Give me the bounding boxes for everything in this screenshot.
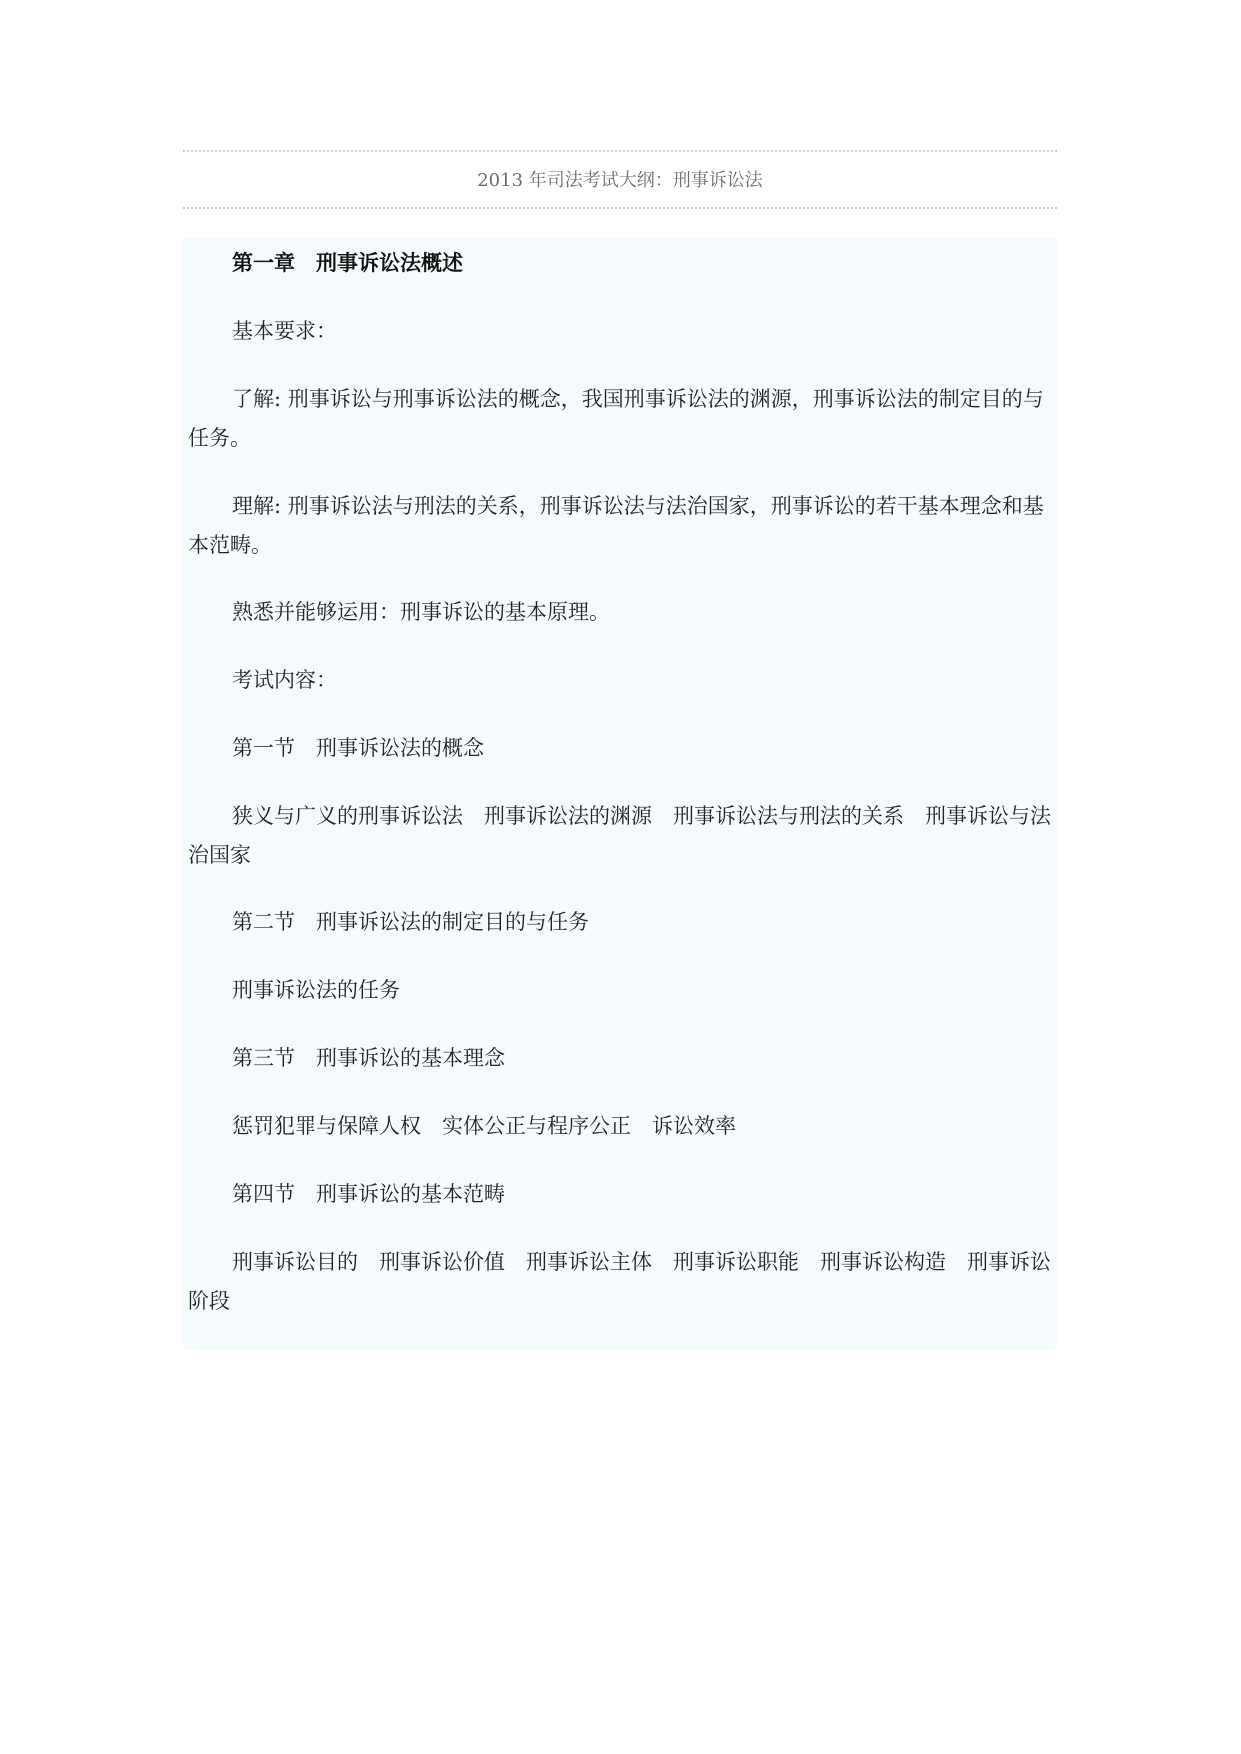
requirement-understand-2: 理解: 刑事诉讼法与刑法的关系，刑事诉讼法与法治国家，刑事诉讼的若干基本理念和基本范畴。 bbox=[188, 494, 1044, 557]
section-1-title: 第一节 刑事诉讼法的概念 bbox=[232, 736, 484, 760]
requirement-understand-1: 了解: 刑事诉讼与刑事诉讼法的概念，我国刑事诉讼法的渊源，刑事诉讼法的制定目的与任务。 bbox=[188, 387, 1044, 450]
section-3-items: 惩罚犯罪与保障人权 实体公正与程序公正 诉讼效率 bbox=[232, 1114, 736, 1138]
section-2-items: 刑事诉讼法的任务 bbox=[232, 978, 400, 1002]
exam-content-label: 考试内容： bbox=[232, 668, 337, 692]
document-title: 2013 年司法考试大纲：刑事诉讼法 bbox=[477, 170, 763, 191]
section-3-title: 第三节 刑事诉讼的基本理念 bbox=[232, 1046, 505, 1070]
title-top-divider bbox=[183, 150, 1057, 152]
requirement-familiar: 熟悉并能够运用：刑事诉讼的基本原理。 bbox=[232, 600, 610, 624]
section-4-title: 第四节 刑事诉讼的基本范畴 bbox=[232, 1182, 505, 1206]
chapter-title: 第一章 刑事诉讼法概述 bbox=[232, 250, 463, 275]
section-2-title: 第二节 刑事诉讼法的制定目的与任务 bbox=[232, 910, 589, 934]
title-bottom-divider bbox=[183, 207, 1057, 209]
section-4-items: 刑事诉讼目的 刑事诉讼价值 刑事诉讼主体 刑事诉讼职能 刑事诉讼构造 刑事诉讼阶段 bbox=[188, 1250, 1051, 1313]
basic-requirements-label: 基本要求： bbox=[232, 319, 337, 343]
section-1-items: 狭义与广义的刑事诉讼法 刑事诉讼法的渊源 刑事诉讼法与刑法的关系 刑事诉讼与法治国家 bbox=[188, 804, 1051, 867]
